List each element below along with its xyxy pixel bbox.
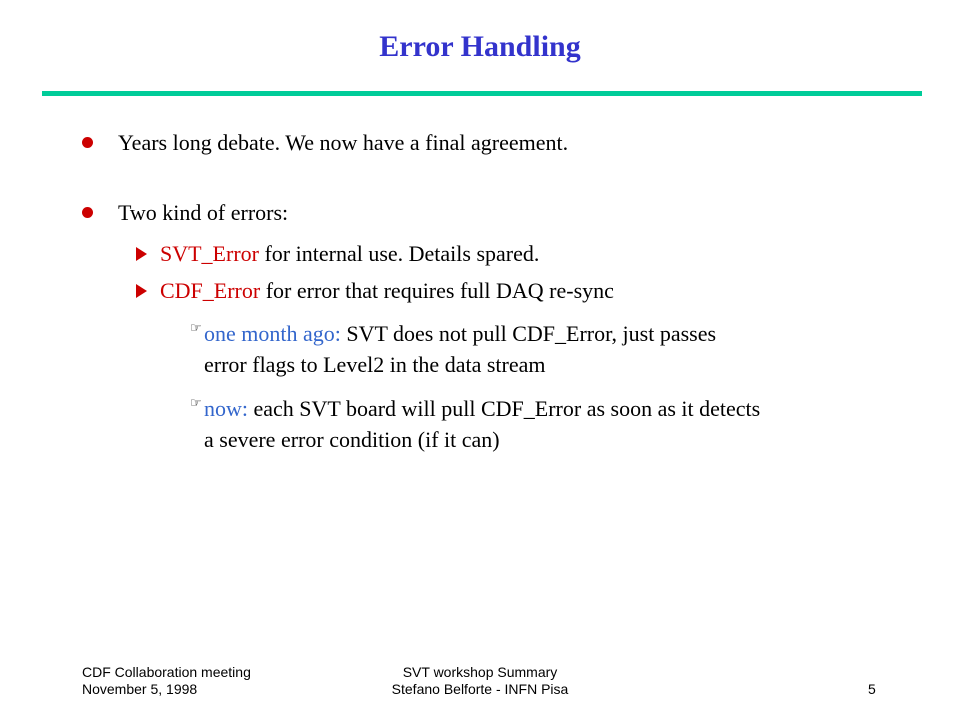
bullet-dot-icon (82, 207, 93, 218)
note-text: each SVT board will pull CDF_Error as soon as it detects (248, 396, 761, 421)
bullet-text: Two kind of errors: (118, 200, 289, 225)
subitem-line (160, 278, 614, 304)
footer-talk-title: SVT workshop Summary (402, 664, 558, 680)
subitem-label: SVT_Error (160, 241, 259, 266)
note-continuation: error flags to Level2 in the data stream (204, 352, 546, 377)
page-number: 5 (868, 681, 876, 697)
footer-center (330, 664, 630, 698)
bullet-text: Years long debate. We now have a final agreement. (118, 130, 569, 155)
footer-left (82, 664, 251, 698)
pointing-hand-icon: ☞ (190, 321, 202, 336)
footer-meeting: CDF Collaboration meeting (82, 664, 251, 680)
subitem-text: for error that requires full DAQ re-sync (260, 278, 614, 303)
note-text: SVT does not pull CDF_Error, just passes (340, 321, 717, 346)
footer-author: Stefano Belforte - INFN Pisa (391, 681, 569, 697)
bullet-dot-icon (82, 137, 93, 148)
note-continuation: a severe error condition (if it can) (204, 427, 500, 452)
note-label: one month ago: (204, 321, 341, 346)
title-divider (42, 91, 922, 96)
note-label: now: (204, 396, 248, 421)
subitem-label: CDF_Error (160, 278, 261, 303)
arrow-right-icon (136, 284, 147, 298)
subitem-text: for internal use. Details spared. (258, 241, 540, 266)
arrow-right-icon (136, 247, 147, 261)
slide-title: Error Handling (379, 30, 581, 63)
subitem-line (160, 241, 539, 267)
note-line (204, 396, 760, 422)
footer-date: November 5, 1998 (82, 681, 198, 697)
note-line (204, 321, 716, 347)
pointing-hand-icon: ☞ (190, 396, 202, 411)
